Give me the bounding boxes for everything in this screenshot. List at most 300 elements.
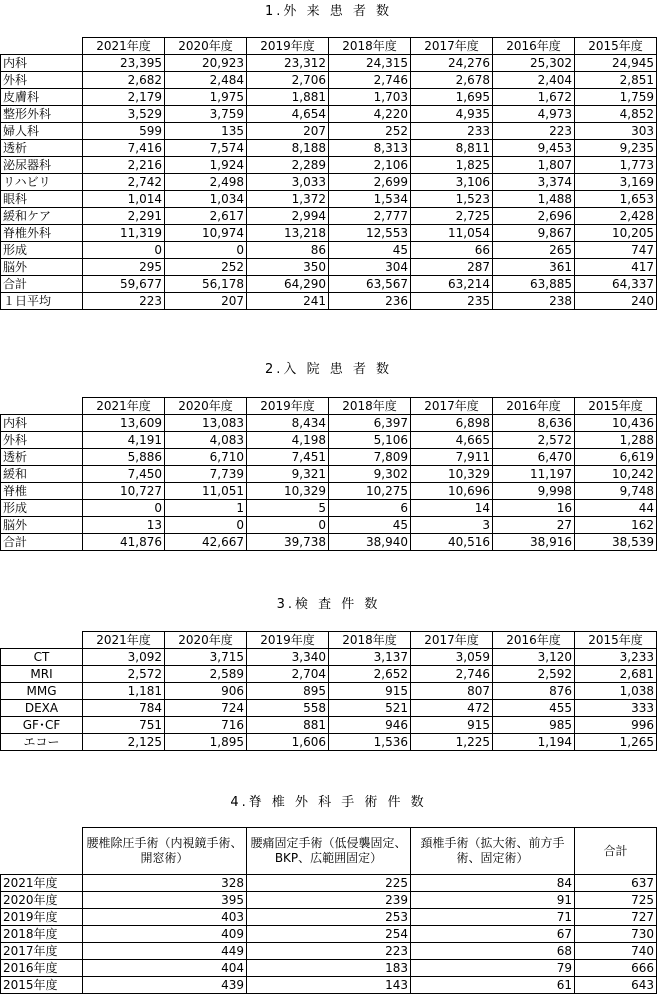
header-row — [1, 632, 657, 649]
table-row — [1, 123, 657, 140]
value-cell: 449 — [83, 943, 247, 960]
year-header: 2016年度 — [493, 38, 575, 55]
row-label: 緩和 — [1, 466, 83, 483]
table-row — [1, 700, 657, 717]
value-cell: 1,536 — [329, 734, 411, 751]
row-label: 透析 — [1, 140, 83, 157]
corner-cell — [1, 828, 83, 875]
value-cell: 4,198 — [247, 432, 329, 449]
value-cell: 996 — [575, 717, 657, 734]
year-header: 2017年度 — [411, 632, 493, 649]
value-cell: 2,589 — [165, 666, 247, 683]
year-header: 2017年度 — [411, 38, 493, 55]
value-cell: 59,677 — [83, 276, 165, 293]
year-label: 2019年度 — [1, 909, 83, 926]
row-label: 脊椎 — [1, 483, 83, 500]
value-cell: 0 — [83, 242, 165, 259]
value-cell: 8,636 — [493, 415, 575, 432]
value-cell: 207 — [247, 123, 329, 140]
corner-cell — [1, 398, 83, 415]
surgery-type-header: 腰痛固定手術（低侵襲固定、BKP、広範囲固定） — [247, 828, 411, 875]
value-cell: 3,169 — [575, 174, 657, 191]
value-cell: 1,672 — [493, 89, 575, 106]
year-header: 2021年度 — [83, 398, 165, 415]
value-cell: 3 — [411, 517, 493, 534]
table-row — [1, 534, 657, 551]
value-cell: 403 — [83, 909, 247, 926]
year-header: 2020年度 — [165, 398, 247, 415]
value-cell: 44 — [575, 500, 657, 517]
year-label: 2018年度 — [1, 926, 83, 943]
value-cell: 6 — [329, 500, 411, 517]
row-label: CT — [1, 649, 83, 666]
value-cell: 11,319 — [83, 225, 165, 242]
value-cell: 784 — [83, 700, 165, 717]
value-cell: 751 — [83, 717, 165, 734]
value-cell: 23,395 — [83, 55, 165, 72]
value-cell: 0 — [247, 517, 329, 534]
value-cell: 252 — [329, 123, 411, 140]
value-cell: 521 — [329, 700, 411, 717]
value-cell: 4,654 — [247, 106, 329, 123]
row-label: 泌尿器科 — [1, 157, 83, 174]
value-cell: 13,609 — [83, 415, 165, 432]
row-label: 内科 — [1, 55, 83, 72]
value-cell: 207 — [165, 293, 247, 310]
value-cell: 3,033 — [247, 174, 329, 191]
value-cell: 3,120 — [493, 649, 575, 666]
value-cell: 68 — [411, 943, 575, 960]
table-row — [1, 225, 657, 242]
value-cell: 2,746 — [411, 666, 493, 683]
value-cell: 1,225 — [411, 734, 493, 751]
row-label: 形成 — [1, 242, 83, 259]
value-cell: 238 — [493, 293, 575, 310]
value-cell: 8,811 — [411, 140, 493, 157]
value-cell: 4,935 — [411, 106, 493, 123]
value-cell: 1,881 — [247, 89, 329, 106]
value-cell: 747 — [575, 242, 657, 259]
value-cell: 0 — [165, 242, 247, 259]
value-cell: 5 — [247, 500, 329, 517]
value-cell: 1,695 — [411, 89, 493, 106]
value-cell: 4,665 — [411, 432, 493, 449]
table-row — [1, 500, 657, 517]
value-cell: 2,678 — [411, 72, 493, 89]
value-cell: 38,539 — [575, 534, 657, 551]
value-cell: 10,205 — [575, 225, 657, 242]
value-cell: 16 — [493, 500, 575, 517]
value-cell: 239 — [247, 892, 411, 909]
table-row — [1, 242, 657, 259]
value-cell: 725 — [575, 892, 657, 909]
value-cell: 13,083 — [165, 415, 247, 432]
value-cell: 1,265 — [575, 734, 657, 751]
value-cell: 9,867 — [493, 225, 575, 242]
value-cell: 2,681 — [575, 666, 657, 683]
value-cell: 906 — [165, 683, 247, 700]
value-cell: 2,706 — [247, 72, 329, 89]
table-row — [1, 89, 657, 106]
row-label: 緩和ケア — [1, 208, 83, 225]
value-cell: 350 — [247, 259, 329, 276]
value-cell: 24,315 — [329, 55, 411, 72]
value-cell: 91 — [411, 892, 575, 909]
value-cell: 409 — [83, 926, 247, 943]
row-label: 外科 — [1, 72, 83, 89]
value-cell: 86 — [247, 242, 329, 259]
value-cell: 240 — [575, 293, 657, 310]
value-cell: 1,895 — [165, 734, 247, 751]
value-cell: 10,696 — [411, 483, 493, 500]
value-cell: 946 — [329, 717, 411, 734]
value-cell: 4,852 — [575, 106, 657, 123]
value-cell: 7,739 — [165, 466, 247, 483]
table-row — [1, 734, 657, 751]
value-cell: 63,214 — [411, 276, 493, 293]
value-cell: 295 — [83, 259, 165, 276]
value-cell: 1,653 — [575, 191, 657, 208]
value-cell: 9,453 — [493, 140, 575, 157]
row-label: 婦人科 — [1, 123, 83, 140]
row-label: DEXA — [1, 700, 83, 717]
year-header: 2018年度 — [329, 398, 411, 415]
value-cell: 2,617 — [165, 208, 247, 225]
value-cell: 225 — [247, 875, 411, 892]
value-cell: 9,235 — [575, 140, 657, 157]
value-cell: 2,699 — [329, 174, 411, 191]
row-label: 内科 — [1, 415, 83, 432]
row-label: 脳外 — [1, 517, 83, 534]
value-cell: 56,178 — [165, 276, 247, 293]
value-cell: 2,725 — [411, 208, 493, 225]
value-cell: 66 — [411, 242, 493, 259]
value-cell: 10,329 — [247, 483, 329, 500]
table-row — [1, 943, 657, 960]
value-cell: 417 — [575, 259, 657, 276]
value-cell: 3,715 — [165, 649, 247, 666]
value-cell: 2,179 — [83, 89, 165, 106]
value-cell: 41,876 — [83, 534, 165, 551]
row-label: 皮膚科 — [1, 89, 83, 106]
value-cell: 3,374 — [493, 174, 575, 191]
value-cell: 2,652 — [329, 666, 411, 683]
value-cell: 84 — [411, 875, 575, 892]
value-cell: 2,125 — [83, 734, 165, 751]
surgery-type-header: 腰椎除圧手術（内視鏡手術、開窓術） — [83, 828, 247, 875]
value-cell: 6,619 — [575, 449, 657, 466]
value-cell: 1,807 — [493, 157, 575, 174]
value-cell: 7,451 — [247, 449, 329, 466]
value-cell: 404 — [83, 960, 247, 977]
value-cell: 915 — [329, 683, 411, 700]
value-cell: 253 — [247, 909, 411, 926]
value-cell: 79 — [411, 960, 575, 977]
value-cell: 6,710 — [165, 449, 247, 466]
value-cell: 637 — [575, 875, 657, 892]
value-cell: 265 — [493, 242, 575, 259]
value-cell: 303 — [575, 123, 657, 140]
row-label: 合計 — [1, 276, 83, 293]
table-row — [1, 466, 657, 483]
value-cell: 2,696 — [493, 208, 575, 225]
value-cell: 643 — [575, 977, 657, 994]
value-cell: 724 — [165, 700, 247, 717]
row-label: リハビリ — [1, 174, 83, 191]
table-row — [1, 483, 657, 500]
value-cell: 333 — [575, 700, 657, 717]
value-cell: 61 — [411, 977, 575, 994]
value-cell: 223 — [83, 293, 165, 310]
exam-table — [0, 631, 657, 751]
table-row — [1, 276, 657, 293]
value-cell: 3,137 — [329, 649, 411, 666]
value-cell: 25,302 — [493, 55, 575, 72]
year-header: 2015年度 — [575, 632, 657, 649]
value-cell: 6,470 — [493, 449, 575, 466]
value-cell: 361 — [493, 259, 575, 276]
value-cell: 235 — [411, 293, 493, 310]
value-cell: 7,911 — [411, 449, 493, 466]
value-cell: 599 — [83, 123, 165, 140]
value-cell: 2,592 — [493, 666, 575, 683]
value-cell: 2,484 — [165, 72, 247, 89]
value-cell: 1,523 — [411, 191, 493, 208]
value-cell: 2,404 — [493, 72, 575, 89]
value-cell: 254 — [247, 926, 411, 943]
value-cell: 45 — [329, 517, 411, 534]
value-cell: 12,553 — [329, 225, 411, 242]
value-cell: 727 — [575, 909, 657, 926]
value-cell: 1,038 — [575, 683, 657, 700]
value-cell: 10,242 — [575, 466, 657, 483]
value-cell: 9,998 — [493, 483, 575, 500]
table-row — [1, 977, 657, 994]
value-cell: 1,825 — [411, 157, 493, 174]
value-cell: 716 — [165, 717, 247, 734]
surgery-type-header: 頚椎手術（拡大術、前方手術、固定術） — [411, 828, 575, 875]
value-cell: 2,682 — [83, 72, 165, 89]
value-cell: 135 — [165, 123, 247, 140]
year-header: 2021年度 — [83, 632, 165, 649]
value-cell: 11,051 — [165, 483, 247, 500]
header-row — [1, 38, 657, 55]
value-cell: 8,313 — [329, 140, 411, 157]
value-cell: 4,220 — [329, 106, 411, 123]
value-cell: 807 — [411, 683, 493, 700]
value-cell: 1,924 — [165, 157, 247, 174]
year-label: 2021年度 — [1, 875, 83, 892]
row-label: 外科 — [1, 432, 83, 449]
value-cell: 10,329 — [411, 466, 493, 483]
value-cell: 881 — [247, 717, 329, 734]
value-cell: 143 — [247, 977, 411, 994]
year-header: 2017年度 — [411, 398, 493, 415]
value-cell: 24,276 — [411, 55, 493, 72]
row-label: 脳外 — [1, 259, 83, 276]
value-cell: 3,233 — [575, 649, 657, 666]
row-label: 脊椎外科 — [1, 225, 83, 242]
value-cell: 3,759 — [165, 106, 247, 123]
spine-surgery-table — [0, 827, 657, 994]
value-cell: 1,534 — [329, 191, 411, 208]
year-header: 2020年度 — [165, 38, 247, 55]
year-header: 2019年度 — [247, 38, 329, 55]
value-cell: 472 — [411, 700, 493, 717]
value-cell: 1,703 — [329, 89, 411, 106]
value-cell: 162 — [575, 517, 657, 534]
value-cell: 1,194 — [493, 734, 575, 751]
value-cell: 1,606 — [247, 734, 329, 751]
value-cell: 439 — [83, 977, 247, 994]
year-header: 2015年度 — [575, 38, 657, 55]
year-header: 2019年度 — [247, 398, 329, 415]
header-row — [1, 828, 657, 875]
value-cell: 13 — [83, 517, 165, 534]
corner-cell — [1, 38, 83, 55]
table-row — [1, 191, 657, 208]
value-cell: 915 — [411, 717, 493, 734]
value-cell: 7,450 — [83, 466, 165, 483]
value-cell: 9,748 — [575, 483, 657, 500]
value-cell: 67 — [411, 926, 575, 943]
value-cell: 63,567 — [329, 276, 411, 293]
section4-title: 4.脊 椎 外 科 手 術 件 数 — [230, 795, 427, 810]
value-cell: 223 — [247, 943, 411, 960]
value-cell: 241 — [247, 293, 329, 310]
value-cell: 252 — [165, 259, 247, 276]
value-cell: 2,291 — [83, 208, 165, 225]
value-cell: 3,340 — [247, 649, 329, 666]
table-row — [1, 960, 657, 977]
table-row — [1, 449, 657, 466]
row-label: 合計 — [1, 534, 83, 551]
value-cell: 6,397 — [329, 415, 411, 432]
value-cell: 1,773 — [575, 157, 657, 174]
value-cell: 27 — [493, 517, 575, 534]
value-cell: 64,290 — [247, 276, 329, 293]
year-header: 2018年度 — [329, 632, 411, 649]
value-cell: 2,216 — [83, 157, 165, 174]
table-row — [1, 208, 657, 225]
value-cell: 8,434 — [247, 415, 329, 432]
year-header: 2016年度 — [493, 398, 575, 415]
value-cell: 23,312 — [247, 55, 329, 72]
value-cell: 2,746 — [329, 72, 411, 89]
year-label: 2020年度 — [1, 892, 83, 909]
value-cell: 14 — [411, 500, 493, 517]
value-cell: 1,372 — [247, 191, 329, 208]
value-cell: 223 — [493, 123, 575, 140]
value-cell: 2,572 — [83, 666, 165, 683]
year-header: 2016年度 — [493, 632, 575, 649]
value-cell: 236 — [329, 293, 411, 310]
value-cell: 2,428 — [575, 208, 657, 225]
value-cell: 1,288 — [575, 432, 657, 449]
value-cell: 9,321 — [247, 466, 329, 483]
value-cell: 895 — [247, 683, 329, 700]
table-row — [1, 259, 657, 276]
year-header: 2021年度 — [83, 38, 165, 55]
value-cell: 1,759 — [575, 89, 657, 106]
row-label: MRI — [1, 666, 83, 683]
year-header: 2015年度 — [575, 398, 657, 415]
value-cell: 2,572 — [493, 432, 575, 449]
value-cell: 2,704 — [247, 666, 329, 683]
table-row — [1, 649, 657, 666]
year-label: 2015年度 — [1, 977, 83, 994]
section1-title: 1.外 来 患 者 数 — [265, 4, 392, 19]
surgery-type-header: 合計 — [575, 828, 657, 875]
value-cell: 876 — [493, 683, 575, 700]
table-row — [1, 717, 657, 734]
outpatient-table — [0, 37, 657, 310]
value-cell: 40,516 — [411, 534, 493, 551]
table-row — [1, 106, 657, 123]
value-cell: 3,059 — [411, 649, 493, 666]
value-cell: 1,488 — [493, 191, 575, 208]
value-cell: 395 — [83, 892, 247, 909]
value-cell: 4,973 — [493, 106, 575, 123]
value-cell: 63,885 — [493, 276, 575, 293]
year-header: 2018年度 — [329, 38, 411, 55]
value-cell: 455 — [493, 700, 575, 717]
row-label: 整形外科 — [1, 106, 83, 123]
value-cell: 3,106 — [411, 174, 493, 191]
table-row — [1, 432, 657, 449]
value-cell: 8,188 — [247, 140, 329, 157]
value-cell: 6,898 — [411, 415, 493, 432]
value-cell: 0 — [83, 500, 165, 517]
value-cell: 7,416 — [83, 140, 165, 157]
row-label: １日平均 — [1, 293, 83, 310]
row-label: 形成 — [1, 500, 83, 517]
value-cell: 2,851 — [575, 72, 657, 89]
value-cell: 64,337 — [575, 276, 657, 293]
value-cell: 2,106 — [329, 157, 411, 174]
value-cell: 10,974 — [165, 225, 247, 242]
value-cell: 2,994 — [247, 208, 329, 225]
value-cell: 10,436 — [575, 415, 657, 432]
value-cell: 7,574 — [165, 140, 247, 157]
table-row — [1, 157, 657, 174]
table-row — [1, 683, 657, 700]
year-header: 2020年度 — [165, 632, 247, 649]
corner-cell — [1, 632, 83, 649]
value-cell: 38,940 — [329, 534, 411, 551]
value-cell: 1,014 — [83, 191, 165, 208]
table-row — [1, 875, 657, 892]
row-label: 透析 — [1, 449, 83, 466]
table-row — [1, 892, 657, 909]
value-cell: 287 — [411, 259, 493, 276]
value-cell: 233 — [411, 123, 493, 140]
value-cell: 71 — [411, 909, 575, 926]
value-cell: 1 — [165, 500, 247, 517]
value-cell: 730 — [575, 926, 657, 943]
value-cell: 985 — [493, 717, 575, 734]
value-cell: 24,945 — [575, 55, 657, 72]
value-cell: 10,727 — [83, 483, 165, 500]
value-cell: 38,916 — [493, 534, 575, 551]
value-cell: 5,886 — [83, 449, 165, 466]
value-cell: 11,197 — [493, 466, 575, 483]
section3-title: 3.検 査 件 数 — [276, 597, 381, 612]
value-cell: 0 — [165, 517, 247, 534]
value-cell: 2,777 — [329, 208, 411, 225]
table-row — [1, 517, 657, 534]
header-row — [1, 398, 657, 415]
